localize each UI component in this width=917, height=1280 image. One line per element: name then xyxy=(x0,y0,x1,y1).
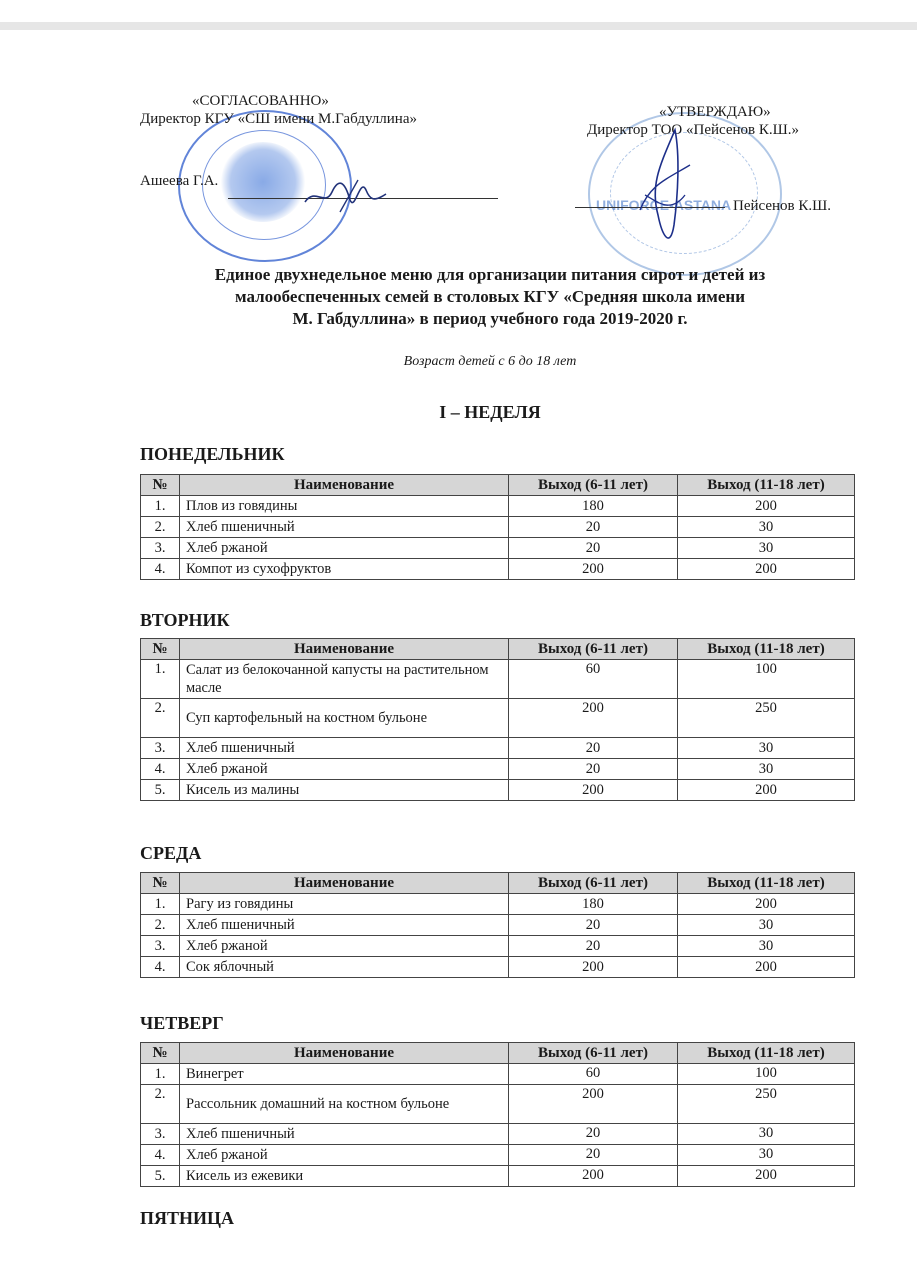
dish-name: Кисель из малины xyxy=(180,780,509,801)
col-header-name: Наименование xyxy=(180,475,509,496)
dish-name: Компот из сухофруктов xyxy=(180,559,509,580)
yield-6-11: 200 xyxy=(509,1166,678,1187)
dish-name: Хлеб пшеничный xyxy=(180,1124,509,1145)
approval-position-left: Директор КГУ «СШ имени М.Габдуллина» xyxy=(140,111,417,127)
yield-11-18: 30 xyxy=(678,538,855,559)
table-row xyxy=(141,738,855,759)
signature-left-icon xyxy=(300,172,390,222)
col-header-yield-6-11: Выход (6-11 лет) xyxy=(509,1043,678,1064)
table-header-row xyxy=(141,475,855,496)
row-number: 4. xyxy=(141,759,180,780)
yield-6-11: 180 xyxy=(509,496,678,517)
dish-name: Рагу из говядины xyxy=(180,894,509,915)
table-row xyxy=(141,780,855,801)
yield-11-18: 30 xyxy=(678,1145,855,1166)
dish-name: Винегрет xyxy=(180,1064,509,1085)
table-row xyxy=(141,496,855,517)
day-heading-monday: ПОНЕДЕЛЬНИК xyxy=(140,444,285,464)
yield-11-18: 30 xyxy=(678,517,855,538)
col-header-yield-11-18: Выход (11-18 лет) xyxy=(678,475,855,496)
row-number: 1. xyxy=(141,660,180,699)
yield-6-11: 20 xyxy=(509,936,678,957)
approval-position-right: Директор ТОО «Пейсенов К.Ш.» xyxy=(587,122,800,138)
yield-11-18: 200 xyxy=(678,559,855,580)
dish-name: Хлеб ржаной xyxy=(180,759,509,780)
row-number: 1. xyxy=(141,894,180,915)
title-line-1: Единое двухнедельное меню для организации питания сирот и детей из xyxy=(214,265,766,284)
dish-name: Хлеб ржаной xyxy=(180,538,509,559)
table-header-row xyxy=(141,1043,855,1064)
menu-table-monday xyxy=(140,474,855,580)
table-row xyxy=(141,957,855,978)
table-header-row xyxy=(141,873,855,894)
table-row xyxy=(141,517,855,538)
menu-table-thursday xyxy=(140,1042,855,1187)
row-number: 3. xyxy=(141,738,180,759)
menu-table-tuesday xyxy=(140,638,855,801)
table-row xyxy=(141,1145,855,1166)
table-row xyxy=(141,1085,855,1124)
yield-11-18: 30 xyxy=(678,1124,855,1145)
approval-block-left xyxy=(140,92,417,189)
yield-6-11: 20 xyxy=(509,915,678,936)
day-heading-thursday: ЧЕТВЕРГ xyxy=(140,1013,224,1033)
table-row xyxy=(141,1166,855,1187)
row-number: 3. xyxy=(141,538,180,559)
yield-11-18: 100 xyxy=(678,660,855,699)
table-row xyxy=(141,1064,855,1085)
yield-6-11: 200 xyxy=(509,1085,678,1124)
yield-11-18: 200 xyxy=(678,1166,855,1187)
yield-6-11: 200 xyxy=(509,957,678,978)
yield-6-11: 200 xyxy=(509,780,678,801)
approval-label-left: «СОГЛАСОВАННО» xyxy=(192,93,329,109)
dish-name: Салат из белокочанной капусты на растительном масле xyxy=(180,660,509,699)
dish-name: Кисель из ежевики xyxy=(180,1166,509,1187)
row-number: 5. xyxy=(141,780,180,801)
signature-right-icon xyxy=(630,125,700,255)
col-header-yield-6-11: Выход (6-11 лет) xyxy=(509,475,678,496)
stamp-company-text: UNIFORCE-ASTANA xyxy=(596,197,732,213)
dish-name: Хлеб пшеничный xyxy=(180,517,509,538)
row-number: 3. xyxy=(141,936,180,957)
approval-label-right: «УТВЕРЖДАЮ» xyxy=(659,104,771,120)
day-heading-tuesday: ВТОРНИК xyxy=(140,610,230,630)
row-number: 3. xyxy=(141,1124,180,1145)
dish-name: Плов из говядины xyxy=(180,496,509,517)
row-number: 2. xyxy=(141,1085,180,1124)
document-title xyxy=(160,264,820,330)
yield-6-11: 20 xyxy=(509,538,678,559)
day-heading-wednesday: СРЕДА xyxy=(140,843,202,863)
table-row xyxy=(141,894,855,915)
table-row xyxy=(141,699,855,738)
col-header-name: Наименование xyxy=(180,873,509,894)
signatory-left: Ашеева Г.А. xyxy=(140,173,219,189)
day-heading-friday: ПЯТНИЦА xyxy=(140,1208,235,1228)
col-header-name: Наименование xyxy=(180,639,509,660)
yield-11-18: 30 xyxy=(678,759,855,780)
row-number: 2. xyxy=(141,915,180,936)
col-header-yield-11-18: Выход (11-18 лет) xyxy=(678,873,855,894)
table-row xyxy=(141,660,855,699)
row-number: 5. xyxy=(141,1166,180,1187)
col-header-yield-11-18: Выход (11-18 лет) xyxy=(678,1043,855,1064)
dish-name: Сок яблочный xyxy=(180,957,509,978)
week-heading: I – НЕДЕЛЯ xyxy=(439,402,541,422)
age-subtitle: Возраст детей с 6 до 18 лет xyxy=(403,354,577,369)
dish-name: Хлеб ржаной xyxy=(180,1145,509,1166)
row-number: 4. xyxy=(141,1145,180,1166)
row-number: 4. xyxy=(141,957,180,978)
yield-11-18: 30 xyxy=(678,936,855,957)
dish-name: Хлеб пшеничный xyxy=(180,915,509,936)
yield-6-11: 200 xyxy=(509,699,678,738)
title-line-3: М. Габдуллина» в период учебного года 2019-2020 г. xyxy=(292,309,688,328)
table-row xyxy=(141,1124,855,1145)
dish-name: Хлеб пшеничный xyxy=(180,738,509,759)
row-number: 1. xyxy=(141,1064,180,1085)
yield-11-18: 200 xyxy=(678,780,855,801)
col-header-yield-11-18: Выход (11-18 лет) xyxy=(678,639,855,660)
signatory-right: Пейсенов К.Ш. xyxy=(733,198,832,214)
table-row xyxy=(141,936,855,957)
yield-11-18: 100 xyxy=(678,1064,855,1085)
row-number: 2. xyxy=(141,517,180,538)
yield-11-18: 250 xyxy=(678,1085,855,1124)
col-header-yield-6-11: Выход (6-11 лет) xyxy=(509,639,678,660)
table-row xyxy=(141,915,855,936)
menu-table-wednesday xyxy=(140,872,855,978)
yield-6-11: 20 xyxy=(509,759,678,780)
yield-6-11: 20 xyxy=(509,1145,678,1166)
col-header-number: № xyxy=(141,873,180,894)
yield-11-18: 30 xyxy=(678,915,855,936)
table-header-row xyxy=(141,639,855,660)
col-header-yield-6-11: Выход (6-11 лет) xyxy=(509,873,678,894)
table-row xyxy=(141,759,855,780)
row-number: 2. xyxy=(141,699,180,738)
yield-6-11: 60 xyxy=(509,1064,678,1085)
yield-6-11: 20 xyxy=(509,1124,678,1145)
yield-6-11: 200 xyxy=(509,559,678,580)
col-header-number: № xyxy=(141,1043,180,1064)
dish-name: Рассольник домашний на костном бульоне xyxy=(180,1085,509,1124)
yield-6-11: 20 xyxy=(509,738,678,759)
row-number: 1. xyxy=(141,496,180,517)
yield-11-18: 200 xyxy=(678,496,855,517)
col-header-name: Наименование xyxy=(180,1043,509,1064)
title-line-2: малообеспеченных семей в столовых КГУ «Средняя школа имени xyxy=(234,287,745,306)
yield-11-18: 200 xyxy=(678,894,855,915)
dish-name: Суп картофельный на костном бульоне xyxy=(180,699,509,738)
yield-6-11: 20 xyxy=(509,517,678,538)
yield-6-11: 180 xyxy=(509,894,678,915)
table-row xyxy=(141,538,855,559)
col-header-number: № xyxy=(141,639,180,660)
yield-11-18: 250 xyxy=(678,699,855,738)
col-header-number: № xyxy=(141,475,180,496)
table-row xyxy=(141,559,855,580)
yield-11-18: 30 xyxy=(678,738,855,759)
state-emblem-icon xyxy=(220,142,306,222)
dish-name: Хлеб ржаной xyxy=(180,936,509,957)
row-number: 4. xyxy=(141,559,180,580)
yield-6-11: 60 xyxy=(509,660,678,699)
yield-11-18: 200 xyxy=(678,957,855,978)
